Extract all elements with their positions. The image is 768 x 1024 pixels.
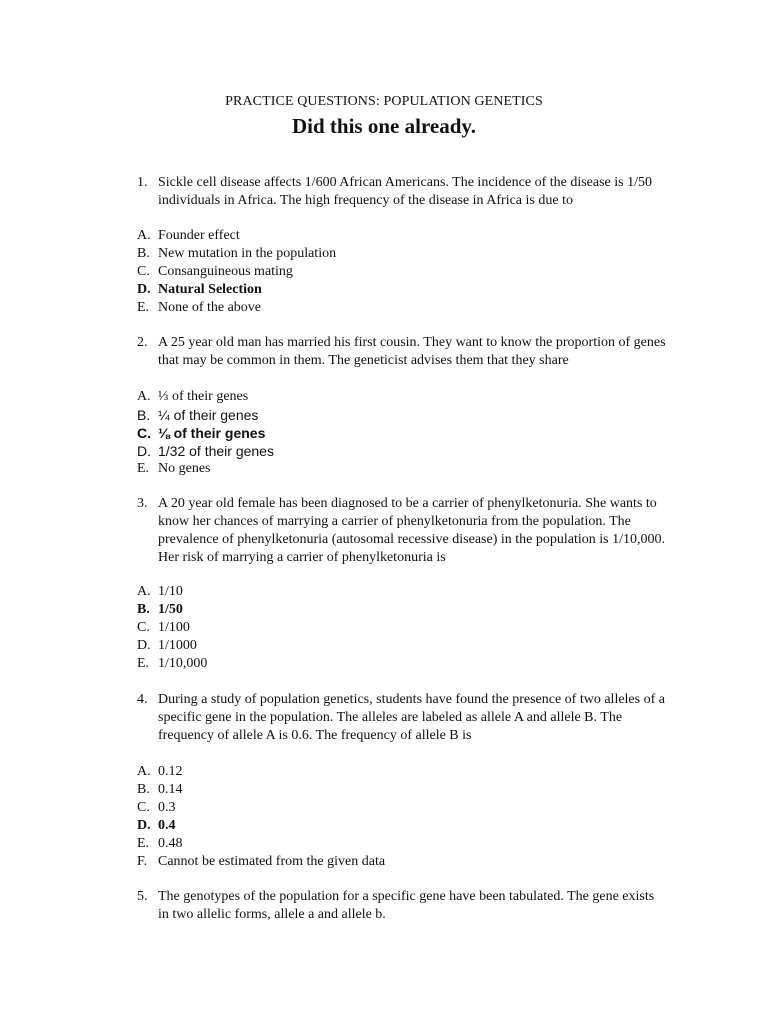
question-1: [137, 174, 667, 210]
option-e: [137, 835, 657, 853]
option-b: [137, 406, 657, 424]
option-letter: C.: [137, 800, 150, 815]
question-text: The genotypes of the population for a specific gene have been tabulated. The gene exists in two allelic forms, allele a and allele b.: [158, 889, 655, 922]
option-letter: F.: [137, 854, 148, 869]
option-text: Consanguineous mating: [158, 264, 293, 279]
question-text: A 25 year old man has married his first cousin. They want to know the proportion of genes that may be common in them. The geneticist advises them that they share: [158, 335, 666, 368]
option-text: New mutation in the population: [158, 246, 337, 261]
option-text: ⅓ of their genes: [158, 389, 249, 404]
question-2: [137, 334, 667, 370]
option-letter: D.: [137, 282, 151, 297]
option-a: [137, 227, 657, 245]
option-letter: A.: [137, 389, 151, 404]
option-c: [137, 263, 657, 281]
option-d: [137, 637, 657, 655]
question-number: 1.: [137, 175, 148, 190]
option-text: 0.3: [158, 800, 176, 815]
option-letter: E.: [137, 461, 150, 476]
option-d-answer: [137, 817, 657, 835]
option-text: Founder effect: [158, 228, 240, 243]
option-letter: B.: [137, 602, 150, 617]
option-letter: A.: [137, 228, 151, 243]
question-3: [137, 495, 667, 567]
document-subtitle: [0, 94, 768, 110]
question-text: During a study of population genetics, students have found the presence of two alleles of a specific gene in the population. The alleles are labeled as allele A and allele B. The frequency of allele A is 0.6. The frequency of allele B is: [158, 692, 665, 743]
question-text: A 20 year old female has been diagnosed to be a carrier of phenylketonuria. She wants to know her chances of marrying a carrier of phenylketonuria from the population. The prevalence of phenylketonuria (autosomal recessive disease) in the population is 1/10,000. Her risk of marrying a carrier of phenylketonuria is: [158, 496, 665, 565]
option-c: [137, 619, 657, 637]
option-f: [137, 853, 657, 871]
option-letter: D.: [137, 638, 151, 653]
question-text: Sickle cell disease affects 1/600 African Americans. The incidence of the disease is 1/50 individuals in Africa. The high frequency of the disease in Africa is due to: [158, 175, 652, 208]
option-letter: B.: [137, 782, 150, 797]
question-number: 5.: [137, 889, 148, 904]
option-b: [137, 245, 657, 263]
option-d: [137, 442, 657, 460]
option-letter: A.: [137, 764, 151, 779]
option-e: [137, 460, 657, 478]
option-text: None of the above: [158, 300, 262, 315]
option-text: 1/10,000: [158, 656, 208, 671]
option-letter: D.: [137, 818, 151, 833]
option-text: 1/32 of their genes: [158, 443, 274, 459]
question-number: 2.: [137, 335, 148, 350]
question-4: [137, 691, 667, 745]
option-letter: B.: [137, 407, 151, 423]
option-text: Natural Selection: [158, 282, 262, 297]
option-letter: D.: [137, 443, 151, 459]
option-letter: E.: [137, 836, 150, 851]
option-letter: C.: [137, 620, 150, 635]
option-letter: E.: [137, 300, 150, 315]
option-text: 0.4: [158, 818, 176, 833]
option-text: ¼ of their genes: [158, 407, 259, 423]
option-letter: A.: [137, 584, 151, 599]
option-letter: B.: [137, 246, 150, 261]
option-d-answer: [137, 281, 657, 299]
option-c: [137, 799, 657, 817]
question-number: 4.: [137, 692, 148, 707]
option-text: 0.48: [158, 836, 183, 851]
question-number: 3.: [137, 496, 148, 511]
option-text: Cannot be estimated from the given data: [158, 854, 386, 869]
subtitle-text: PRACTICE QUESTIONS: POPULATION GENETICS: [225, 94, 543, 109]
option-text: 1/1000: [158, 638, 197, 653]
option-text: ⅛ of their genes: [158, 425, 266, 441]
option-e: [137, 655, 657, 673]
option-letter: C.: [137, 264, 150, 279]
question-3-options: [137, 583, 657, 673]
option-letter: C.: [137, 425, 151, 441]
question-4-options: [137, 763, 657, 871]
option-a: [137, 583, 657, 601]
option-b: [137, 781, 657, 799]
option-e: [137, 299, 657, 317]
option-text: 1/10: [158, 584, 183, 599]
option-text: 1/50: [158, 602, 183, 617]
document-title: Did this one already.: [292, 114, 476, 138]
option-text: No genes: [158, 461, 211, 476]
option-a: [137, 763, 657, 781]
question-2-options: [137, 388, 657, 478]
option-a: [137, 388, 657, 406]
question-5: [137, 888, 667, 924]
option-b-answer: [137, 601, 657, 619]
option-letter: E.: [137, 656, 150, 671]
option-text: 0.14: [158, 782, 183, 797]
option-text: 0.12: [158, 764, 183, 779]
option-text: 1/100: [158, 620, 190, 635]
option-c-answer: [137, 424, 657, 442]
question-1-options: [137, 227, 657, 317]
